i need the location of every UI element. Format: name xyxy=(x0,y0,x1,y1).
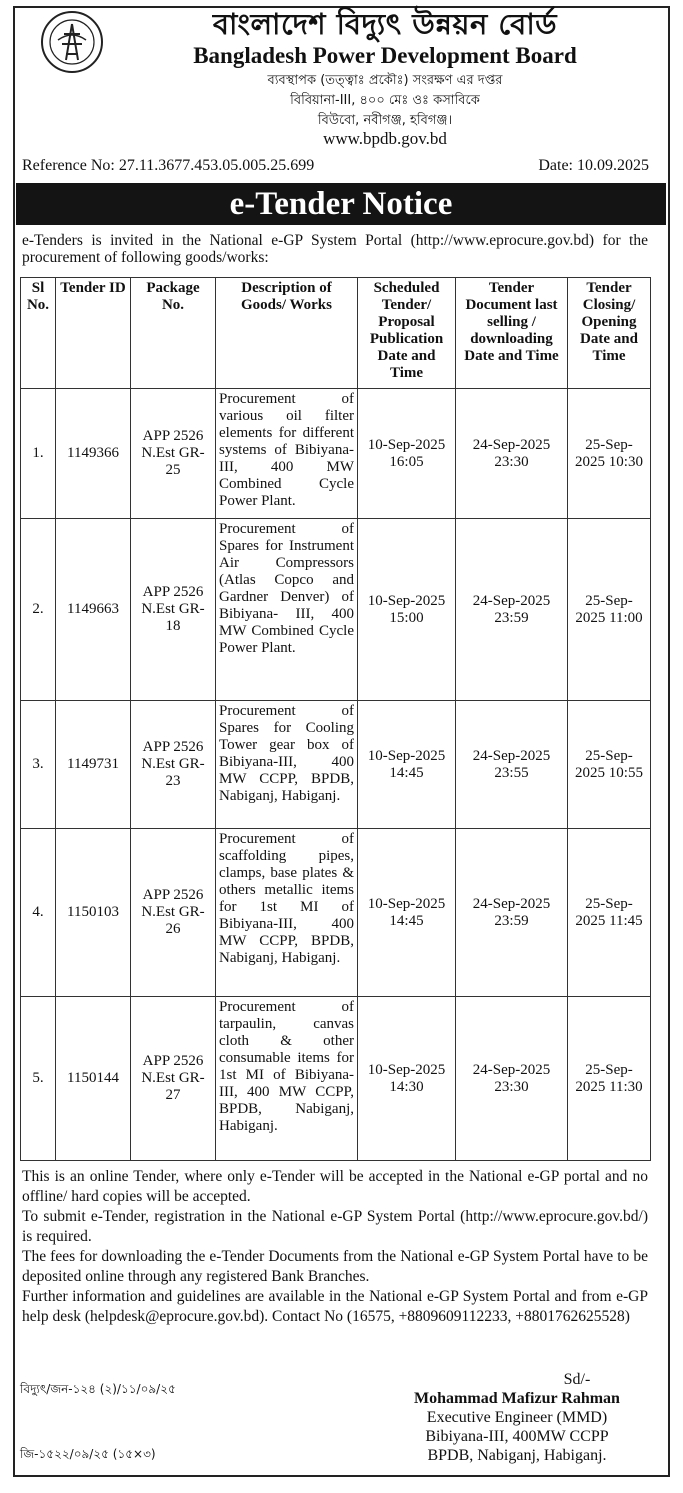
table-row xyxy=(21,701,651,829)
row-tender-id: 1149663 xyxy=(56,519,131,701)
row-closing: 25-Sep-2025 11:00 xyxy=(568,519,651,701)
row-closing: 25-Sep-2025 10:30 xyxy=(568,389,651,519)
row-description: Procurement of tarpaulin, canvas cloth & other consumable items for 1st MI of Bibiyana-III, 400 MW CCPP, BPDB, Nabiganj, Habiganj. xyxy=(216,997,358,1161)
reference-number: Reference No: 27.11.3677.453.05.005.25.699 xyxy=(22,157,315,174)
row-package: APP 2526 N.Est GR-18 xyxy=(131,519,216,701)
header-sl: Sl No. xyxy=(21,278,56,389)
row-selling: 24-Sep-2025 23:30 xyxy=(456,389,568,519)
row-sl: 1. xyxy=(21,389,56,519)
footer-notes xyxy=(22,1167,648,1327)
header-tender-id: Tender ID xyxy=(56,278,131,389)
row-sl: 4. xyxy=(21,829,56,997)
header-closing: Tender Closing/ Opening Date and Time xyxy=(568,278,651,389)
row-package: APP 2526 N.Est GR-25 xyxy=(131,389,216,519)
table-row xyxy=(21,997,651,1161)
office-line-3: বিউবো, নবীগঞ্জ, হবিগঞ্জ। xyxy=(317,113,453,128)
notice-date: Date: 10.09.2025 xyxy=(538,157,649,174)
footer-note-fees: The fees for downloading the e-Tender Documents from the National e-GP System Portal have to be deposited online through any registered Bank Branches. xyxy=(22,1248,648,1285)
notice-banner: e-Tender Notice xyxy=(16,183,666,225)
row-selling: 24-Sep-2025 23:55 xyxy=(456,701,568,829)
header-selling: Tender Document last selling / downloading Date and Time xyxy=(456,278,568,389)
intro-text: e-Tenders is invited in the National e-GP System Portal (http://www.eprocure.gov.bd) for the procurement of following goods/works: xyxy=(22,232,648,266)
office-line-1: ব্যবস্থাপক (তত্ত্বাঃ প্রকৌঃ) সংরক্ষণ এর দপ্তর xyxy=(267,73,503,88)
tender-table xyxy=(20,277,651,1161)
gd-number: জি-১৫২২/০৯/২৫ (১৫×৩) xyxy=(20,1447,156,1461)
row-description: Procurement of Spares for Cooling Tower gear box of Bibiyana-III, 400 MW CCPP, BPDB, Nabiganj, Habiganj. xyxy=(216,701,358,829)
footer-note-contact: Further information and guidelines are available in the National e-GP System Portal and from e-GP help desk (helpdesk@eprocure.gov.bd). Contact No (16575, +8809609112233, +8801762625528) xyxy=(22,1288,648,1325)
row-selling: 24-Sep-2025 23:59 xyxy=(456,829,568,997)
row-publication: 10-Sep-2025 14:45 xyxy=(358,701,456,829)
footer-note-registration: To submit e-Tender, registration in the National e-GP System Portal (http://www.eprocure.gov.bd/) is required. xyxy=(22,1208,648,1245)
row-description: Procurement of scaffolding pipes, clamps, base plates & others metallic items for 1st MI of Bibiyana-III, 400 MW CCPP, BPDB, Nabiganj, Habiganj. xyxy=(216,829,358,997)
footer-note-online: This is an online Tender, where only e-Tender will be accepted in the National e-GP portal and no offline/ hard copies will be accepted. xyxy=(22,1168,648,1205)
signature-sd: Sd/- xyxy=(563,1371,591,1388)
row-tender-id: 1149731 xyxy=(56,701,131,829)
row-sl: 2. xyxy=(21,519,56,701)
english-title: Bangladesh Power Development Board xyxy=(193,43,577,68)
row-selling: 24-Sep-2025 23:30 xyxy=(456,997,568,1161)
row-tender-id: 1149366 xyxy=(56,389,131,519)
website-link[interactable]: www.bpdb.gov.bd xyxy=(323,129,447,148)
row-sl: 3. xyxy=(21,701,56,829)
row-tender-id: 1150103 xyxy=(56,829,131,997)
row-closing: 25-Sep-2025 10:55 xyxy=(568,701,651,829)
memo-number: বিদ্যুৎ/জন-১২৪ (২)/১১/০৯/২৫ xyxy=(20,1382,176,1396)
row-publication: 10-Sep-2025 16:05 xyxy=(358,389,456,519)
row-closing: 25-Sep-2025 11:45 xyxy=(568,829,651,997)
table-header-row xyxy=(21,278,651,389)
bengali-title: বাংলাদেশ বিদ্যুৎ উন্নয়ন বোর্ড xyxy=(212,7,558,41)
row-description: Procurement of various oil filter elements for different systems of Bibiyana-III, 400 MW Combined Cycle Power Plant. xyxy=(216,389,358,519)
office-line-2: বিবিয়ানা-III, ৪০০ মেঃ ওঃ কসাবিকে xyxy=(290,93,480,108)
table-row xyxy=(21,389,651,519)
row-tender-id: 1150144 xyxy=(56,997,131,1161)
signatory-location: BPDB, Nabiganj, Habiganj. xyxy=(427,1447,607,1464)
row-package: APP 2526 N.Est GR-26 xyxy=(131,829,216,997)
row-publication: 10-Sep-2025 14:30 xyxy=(358,997,456,1161)
header-publication: Scheduled Tender/ Proposal Publication Date and Time xyxy=(358,278,456,389)
row-selling: 24-Sep-2025 23:59 xyxy=(456,519,568,701)
header-description: Description of Goods/ Works xyxy=(216,278,358,389)
signatory-designation: Executive Engineer (MMD) xyxy=(426,1409,608,1426)
table-row xyxy=(21,829,651,997)
row-publication: 10-Sep-2025 14:45 xyxy=(358,829,456,997)
row-publication: 10-Sep-2025 15:00 xyxy=(358,519,456,701)
bpdb-logo-icon xyxy=(40,10,104,74)
table-row xyxy=(21,519,651,701)
row-description: Procurement of Spares for Instrument Air Compressors (Atlas Copco and Gardner Denver) of Bibiyana- III, 400 MW Combined Cycle Power Plant. xyxy=(216,519,358,701)
row-package: APP 2526 N.Est GR-27 xyxy=(131,997,216,1161)
row-package: APP 2526 N.Est GR-23 xyxy=(131,701,216,829)
row-closing: 25-Sep-2025 11:30 xyxy=(568,997,651,1161)
signatory-name: Mohammad Mafizur Rahman xyxy=(414,1390,620,1407)
signature-block xyxy=(387,1370,647,1465)
row-sl: 5. xyxy=(21,997,56,1161)
signatory-plant: Bibiyana-III, 400MW CCPP xyxy=(425,1428,609,1445)
header-package: Package No. xyxy=(131,278,216,389)
